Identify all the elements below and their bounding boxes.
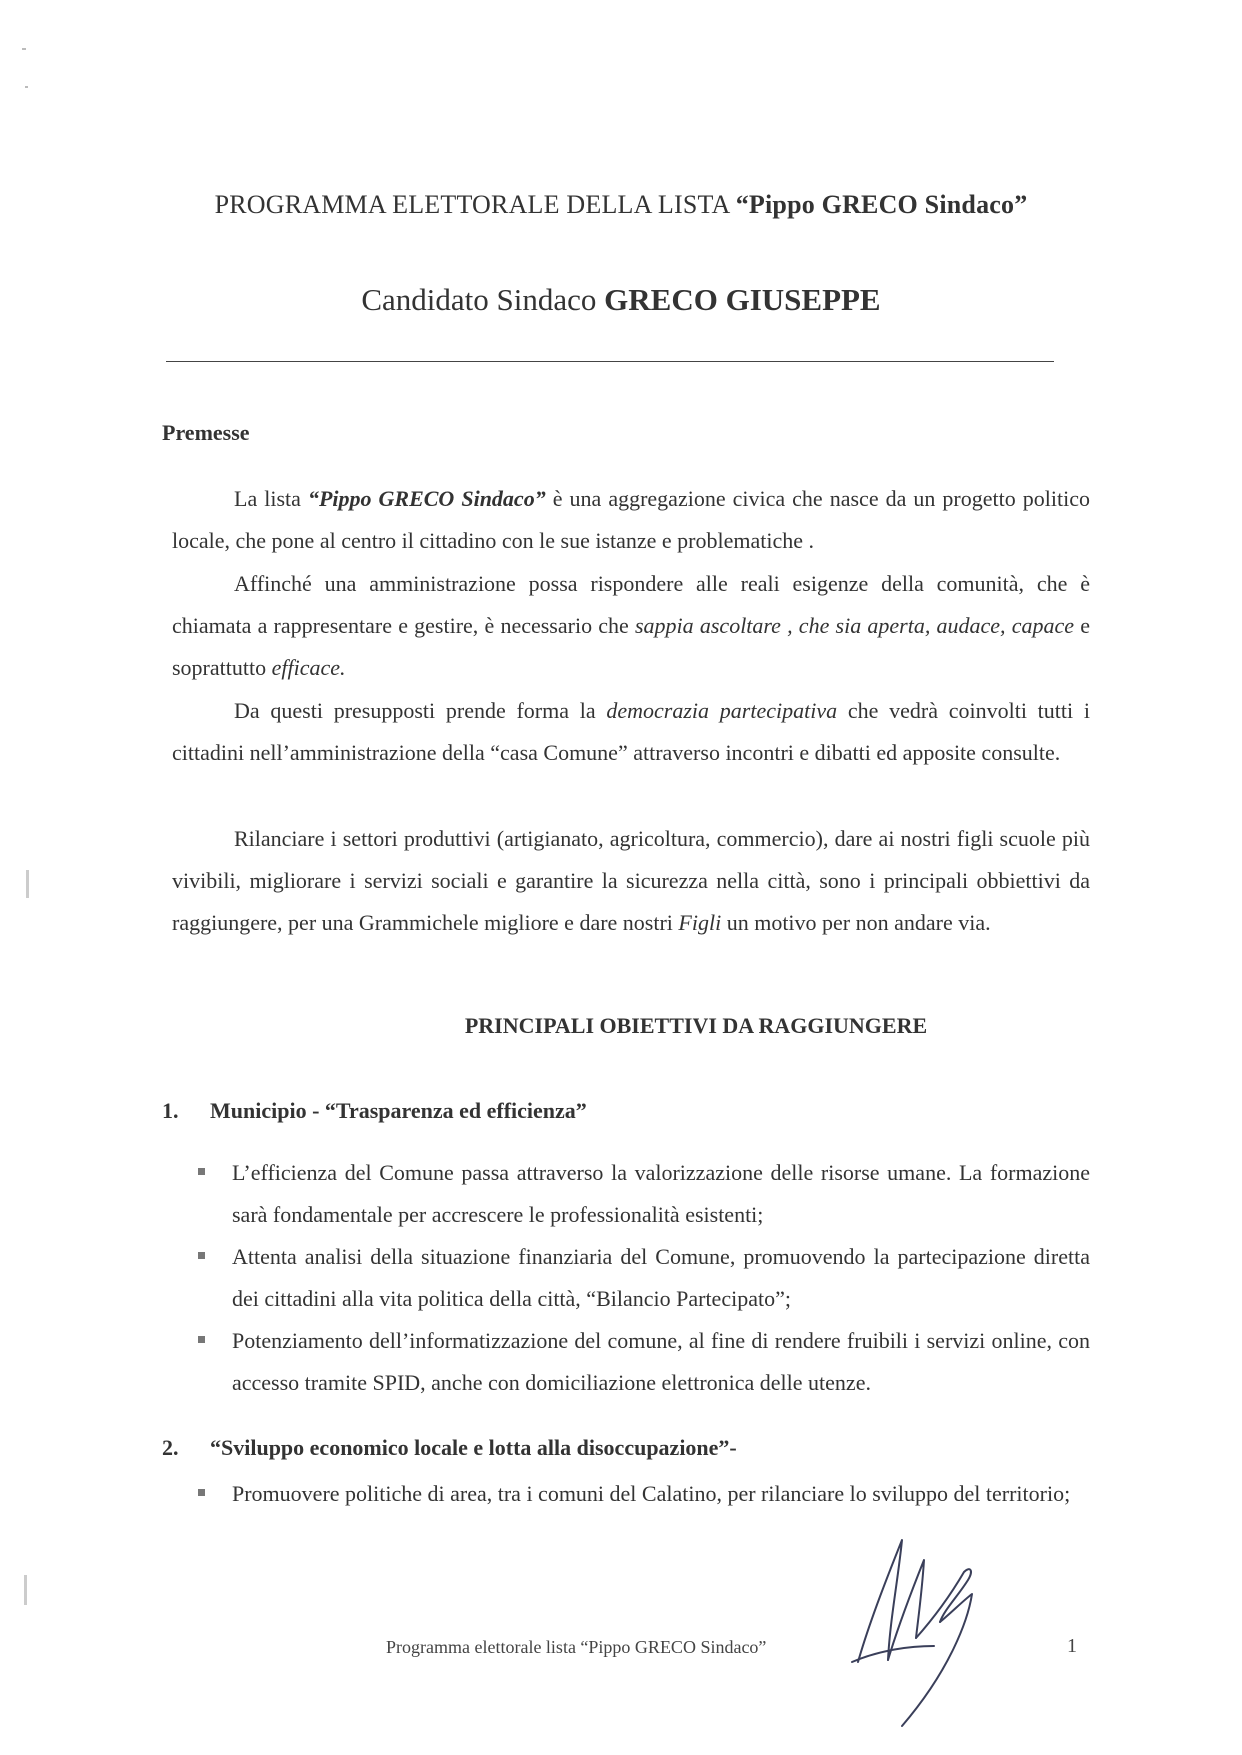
subtitle-prefix: Candidato Sindaco bbox=[361, 282, 605, 317]
list-item-text: Attenta analisi della situazione finanziaria del Comune, promuovendo la partecipazione diretta dei cittadini alla vita politica della città, “Bilancio Partecipato”; bbox=[232, 1244, 1090, 1311]
premesse-heading: Premesse bbox=[162, 420, 250, 445]
section-1-heading bbox=[162, 1098, 587, 1124]
objectives-heading: PRINCIPALI OBIETTIVI DA RAGGIUNGERE bbox=[464, 1013, 928, 1038]
scan-mark bbox=[26, 870, 29, 898]
p2-text-c: e soprattutto bbox=[172, 613, 1091, 680]
section-2-heading bbox=[162, 1435, 737, 1461]
title-rule bbox=[166, 361, 1054, 362]
scan-mark bbox=[22, 48, 26, 50]
scan-mark bbox=[24, 1575, 27, 1605]
title-list-name: “Pippo GRECO Sindaco” bbox=[735, 190, 1028, 219]
candidate-name: GRECO GIUSEPPE bbox=[604, 282, 881, 317]
scan-mark bbox=[25, 86, 28, 88]
p3-text-a: Da questi presupposti prende forma la bbox=[234, 698, 607, 723]
document-subtitle bbox=[0, 282, 1242, 318]
section-2-title: “Sviluppo economico locale e lotta alla disoccupazione”- bbox=[210, 1435, 737, 1460]
list-item-text: Promuovere politiche di area, tra i comuni del Calatino, per rilanciare lo sviluppo del territorio; bbox=[232, 1481, 1071, 1506]
p2-text-a: Affinché una amministrazione possa rispondere alle reali esigenze della comunità, che è chiamata a rappresentare e gestire, è necessario che bbox=[172, 571, 1090, 638]
bullet-square-icon bbox=[198, 1168, 205, 1175]
paragraph-3 bbox=[172, 690, 1090, 774]
paragraph-1 bbox=[172, 478, 1090, 562]
section-1-list bbox=[196, 1152, 1090, 1404]
p4-italic-b: Figli bbox=[678, 910, 722, 935]
list-item-text: Potenziamento dell’informatizzazione del comune, al fine di rendere fruibili i servizi online, con accesso tramite SPID, anche con domiciliazione elettronica delle utenze. bbox=[232, 1328, 1090, 1395]
section-1-number: 1. bbox=[162, 1098, 179, 1123]
list-item-text: L’efficienza del Comune passa attraverso la valorizzazione delle risorse umane. La formazione sarà fondamentale per accrescere le professionalità esistenti; bbox=[232, 1160, 1090, 1227]
p4-text-c: un motivo per non andare via. bbox=[721, 910, 991, 935]
section-2-number: 2. bbox=[162, 1435, 179, 1460]
handwritten-signature bbox=[840, 1500, 1040, 1730]
document-title bbox=[0, 190, 1242, 220]
bullet-square-icon bbox=[198, 1252, 205, 1259]
p2-italic-d: efficace. bbox=[271, 655, 346, 680]
paragraph-4 bbox=[172, 818, 1090, 944]
title-prefix: PROGRAMMA ELETTORALE DELLA LISTA bbox=[214, 190, 736, 219]
list-item bbox=[196, 1320, 1090, 1404]
p3-text-c: che vedrà coinvolti tutti i cittadini nell’amministrazione della “casa Comune” attraverso incontri e dibatti ed apposite consulte. bbox=[172, 698, 1090, 765]
bullet-square-icon bbox=[198, 1489, 205, 1496]
section-1-title: Municipio - “Trasparenza ed efficienza” bbox=[210, 1098, 587, 1123]
p1-text-c: è una aggregazione civica che nasce da un progetto politico locale, che pone al centro il cittadino con le sue istanze e problematiche . bbox=[172, 486, 1090, 553]
paragraph-2 bbox=[172, 563, 1090, 689]
p1-text-a: La lista bbox=[234, 486, 308, 511]
p1-list-name: “Pippo GRECO Sindaco” bbox=[307, 486, 546, 511]
p2-italic-b: sappia ascoltare , che sia aperta, audace, capace bbox=[635, 613, 1075, 638]
list-item bbox=[196, 1152, 1090, 1236]
page-number: 1 bbox=[1067, 1635, 1077, 1657]
p4-text-a: Rilanciare i settori produttivi (artigianato, agricoltura, commercio), dare ai nostri figli scuole più vivibili, migliorare i servizi sociali e garantire la sicurezza nella città, sono i principali obbiettivi da raggiungere, per una Grammichele migliore e dare nostri bbox=[172, 826, 1090, 935]
p3-italic-b: democrazia partecipativa bbox=[606, 698, 838, 723]
list-item bbox=[196, 1236, 1090, 1320]
bullet-square-icon bbox=[198, 1336, 205, 1343]
footer-text: Programma elettorale lista “Pippo GRECO Sindaco” bbox=[386, 1637, 767, 1657]
